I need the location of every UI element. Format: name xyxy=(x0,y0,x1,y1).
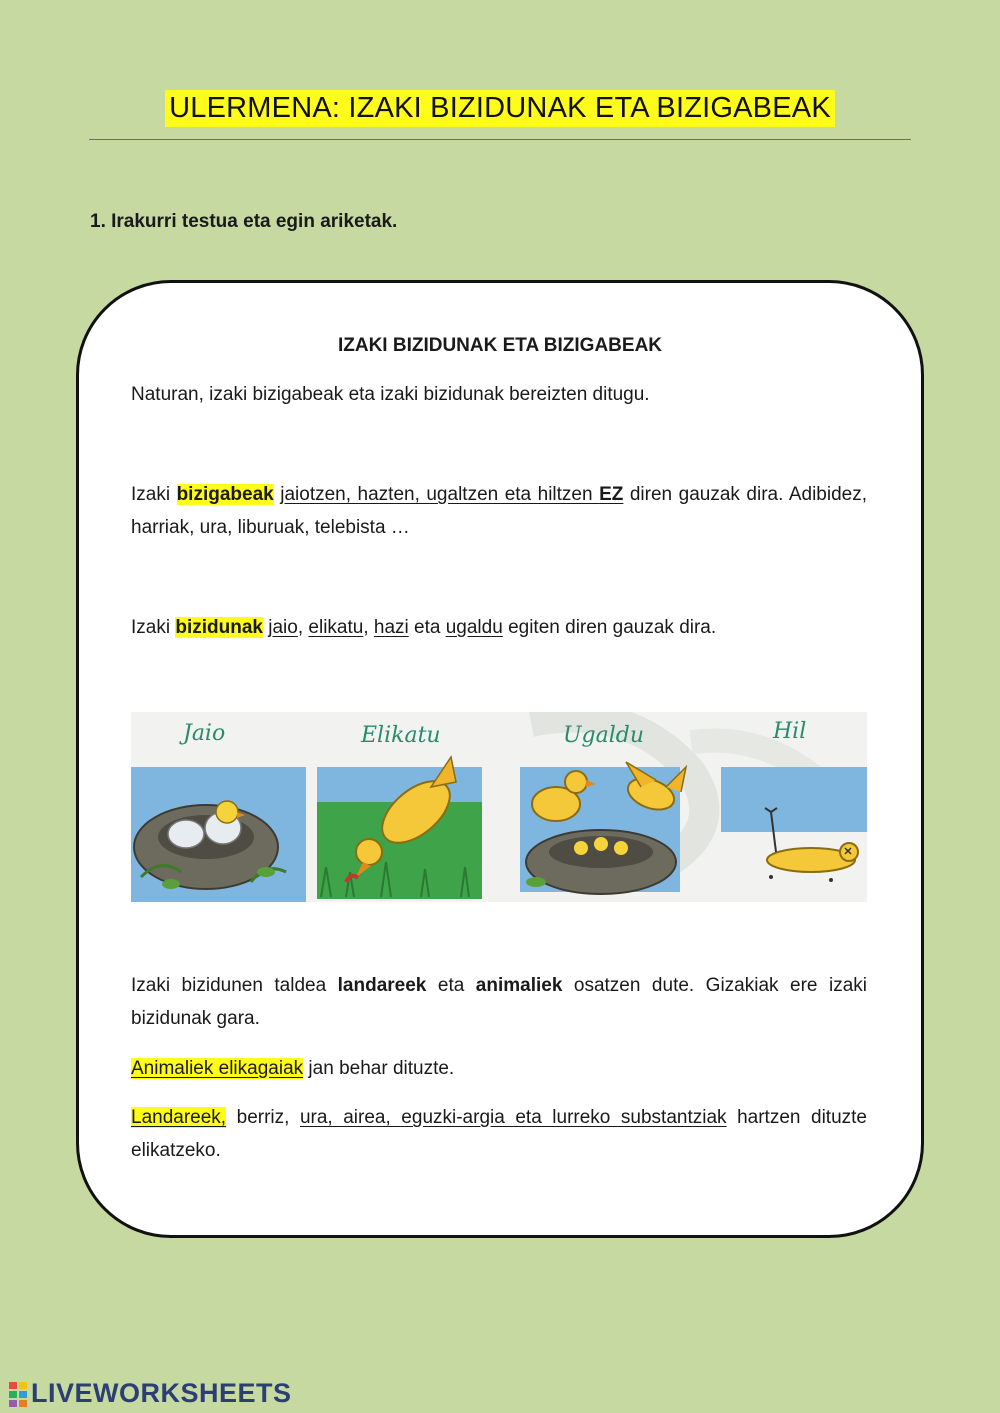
paragraph-groups xyxy=(131,969,867,1035)
life-cycle-svg xyxy=(131,712,867,902)
liveworksheets-logo-icon xyxy=(8,1380,28,1408)
leaf xyxy=(162,879,180,889)
text: eta xyxy=(408,617,446,638)
highlight-animals-food: Animaliek elikagaiak xyxy=(131,1058,304,1079)
text: jaiotzen, hazten, ugaltzen eta hiltzen xyxy=(280,484,600,505)
paragraph-nonliving xyxy=(131,478,867,544)
word-ugaldu: ugaldu xyxy=(445,617,503,638)
life-cycle-illustration xyxy=(131,712,867,902)
panel-elikatu xyxy=(317,757,482,899)
page-title-wrap xyxy=(0,90,1000,127)
term-animals: animaliek xyxy=(475,975,563,996)
emphasis-ez: EZ xyxy=(599,484,624,505)
parent-head xyxy=(565,771,587,793)
term-living: bizidunak xyxy=(175,617,263,638)
word-hazi: hazi xyxy=(373,617,409,638)
highlight-plants: Landareek, xyxy=(131,1107,227,1128)
card-title: IZAKI BIZIDUNAK ETA BIZIGABEAK xyxy=(337,335,663,356)
paragraph-animals xyxy=(131,1052,867,1085)
exercise-instruction: 1. Irakurri testua eta egin ariketak. xyxy=(90,211,398,232)
text: egiten diren gauzak dira. xyxy=(502,617,717,638)
text: eta xyxy=(426,975,476,996)
stage-label-elikatu: Elikatu xyxy=(361,723,441,748)
paragraph-intro: Naturan, izaki bizigabeak eta izaki bizidunak bereizten ditugu. xyxy=(131,384,650,405)
chick xyxy=(216,801,238,823)
egg xyxy=(168,820,204,848)
chick xyxy=(614,841,628,855)
text: , xyxy=(363,617,374,638)
text: Izaki xyxy=(131,484,177,505)
brand-name: LIVEWORKSHEETS xyxy=(31,1378,292,1408)
footer-brand[interactable] xyxy=(8,1378,292,1409)
panel-hil xyxy=(721,767,867,902)
title-divider xyxy=(89,139,911,140)
leaf xyxy=(257,867,275,877)
stage-label-ugaldu: Ugaldu xyxy=(563,723,645,748)
text: , xyxy=(297,617,309,638)
reading-card xyxy=(76,280,924,1238)
stage-label-jaio: Jaio xyxy=(183,721,226,746)
word-jaio: jaio xyxy=(268,617,298,638)
leaf xyxy=(526,877,546,887)
text: hartzen dituzte elikatzeko. xyxy=(131,1107,867,1161)
panel-jaio xyxy=(131,767,306,902)
term-nonliving: bizigabeak xyxy=(176,484,274,505)
term-plants: landareek xyxy=(337,975,427,996)
bird-head xyxy=(356,839,382,865)
chick xyxy=(574,841,588,855)
page-title: ULERMENA: IZAKI BIZIDUNAK ETA BIZIGABEAK xyxy=(165,90,835,127)
stage-label-hil: Hil xyxy=(773,719,807,744)
text: Izaki xyxy=(131,617,176,638)
chick xyxy=(594,837,608,851)
text: osatzen dute. Gizakiak ere izaki bizidunak gara. xyxy=(131,975,867,1029)
debris xyxy=(769,875,773,879)
debris xyxy=(829,878,833,882)
text: Izaki bizidunen taldea xyxy=(131,975,338,996)
word-elikatu: elikatu xyxy=(308,617,364,638)
text: jan behar dituzte. xyxy=(303,1058,455,1079)
panel-ugaldu xyxy=(520,762,686,894)
text: berriz, xyxy=(226,1107,300,1128)
underlined-phrase xyxy=(280,484,623,505)
paragraph-plants xyxy=(131,1101,867,1167)
underlined-nutrients: ura, airea, eguzki-argia eta lurreko substantziak xyxy=(299,1107,727,1128)
text: diren gauzak dira. Adibidez, harriak, ura, liburuak, telebista … xyxy=(131,484,867,538)
paragraph-living xyxy=(131,611,867,644)
